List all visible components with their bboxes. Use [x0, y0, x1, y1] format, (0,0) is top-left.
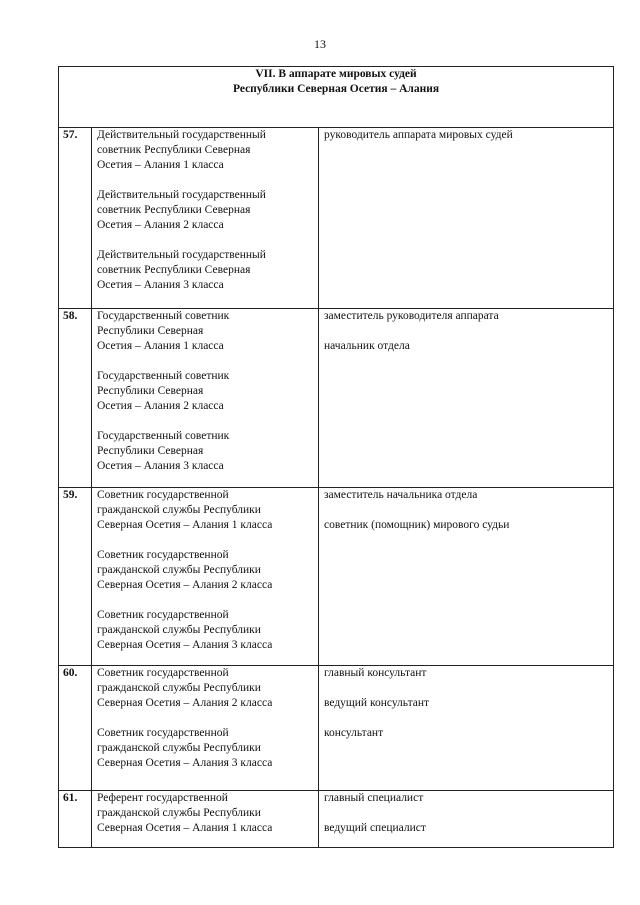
table-row	[59, 791, 614, 848]
class-rank-entry	[97, 128, 314, 173]
job-title: начальник отдела	[324, 340, 410, 352]
class-rank-line: Государственный советник	[97, 310, 230, 322]
class-rank-line: Республики Северная	[97, 445, 204, 457]
class-rank-entry	[97, 608, 314, 653]
class-rank-line: Советник государственной	[97, 489, 229, 501]
row-number: 61.	[59, 791, 92, 848]
class-rank-cell	[92, 488, 319, 666]
section-header	[59, 67, 614, 128]
job-title: главный специалист	[324, 792, 424, 804]
table-row	[59, 309, 614, 488]
class-rank-cell	[92, 309, 319, 488]
class-rank-line: гражданской службы Республики	[97, 564, 261, 576]
class-rank-line: Северная Осетия – Алания 2 класса	[97, 579, 273, 591]
class-rank-line: гражданской службы Республики	[97, 624, 261, 636]
job-title-cell	[319, 791, 614, 848]
job-title: заместитель руководителя аппарата	[324, 310, 499, 322]
section-title-line1: VII. В аппарате мировых судей	[255, 68, 417, 80]
row-number: 58.	[59, 309, 92, 488]
class-rank-line: Осетия – Алания 3 класса	[97, 279, 224, 291]
page-number: 13	[314, 37, 326, 51]
class-rank-line: Действительный государственный	[97, 249, 266, 261]
class-rank-line: Северная Осетия – Алания 3 класса	[97, 757, 273, 769]
row-number: 60.	[59, 666, 92, 791]
class-rank-cell	[92, 128, 319, 309]
class-rank-entry	[97, 248, 314, 293]
job-title: главный консультант	[324, 667, 427, 679]
class-rank-line: Советник государственной	[97, 727, 229, 739]
class-rank-line: Северная Осетия – Алания 3 класса	[97, 639, 273, 651]
class-rank-line: Осетия – Алания 1 класса	[97, 159, 224, 171]
section-header-row	[59, 67, 614, 128]
class-rank-cell	[92, 666, 319, 791]
class-rank-line: советник Республики Северная	[97, 264, 251, 276]
class-rank-line: Государственный советник	[97, 370, 230, 382]
class-rank-line: Государственный советник	[97, 430, 230, 442]
job-title-cell	[319, 666, 614, 791]
class-rank-line: Северная Осетия – Алания 2 класса	[97, 697, 273, 709]
class-rank-entry	[97, 791, 314, 836]
class-rank-line: Советник государственной	[97, 609, 229, 621]
class-rank-line: Северная Осетия – Алания 1 класса	[97, 519, 273, 531]
job-title: консультант	[324, 727, 384, 739]
class-rank-line: гражданской службы Республики	[97, 682, 261, 694]
job-title: заместитель начальника отдела	[324, 489, 478, 501]
job-title-cell	[319, 488, 614, 666]
row-number: 57.	[59, 128, 92, 309]
class-rank-entry	[97, 429, 314, 474]
class-rank-entry	[97, 666, 314, 711]
class-rank-entry	[97, 188, 314, 233]
class-rank-entry	[97, 369, 314, 414]
job-title: советник (помощник) мирового судьи	[324, 519, 510, 531]
class-rank-line: Северная Осетия – Алания 1 класса	[97, 822, 273, 834]
class-rank-line: Осетия – Алания 2 класса	[97, 219, 224, 231]
class-rank-cell	[92, 791, 319, 848]
class-rank-line: Действительный государственный	[97, 189, 266, 201]
class-rank-line: Советник государственной	[97, 667, 229, 679]
class-rank-entry	[97, 309, 314, 354]
table-row	[59, 488, 614, 666]
class-rank-line: Референт государственной	[97, 792, 228, 804]
class-rank-line: Осетия – Алания 2 класса	[97, 400, 224, 412]
class-rank-line: Действительный государственный	[97, 129, 266, 141]
job-title: ведущий специалист	[324, 822, 426, 834]
job-title-cell	[319, 309, 614, 488]
job-title: руководитель аппарата мировых судей	[324, 129, 513, 141]
table-row	[59, 666, 614, 791]
class-rank-line: Осетия – Алания 1 класса	[97, 340, 224, 352]
row-number: 59.	[59, 488, 92, 666]
section-title-line2: Республики Северная Осетия – Алания	[232, 83, 440, 95]
positions-table	[58, 66, 614, 848]
class-rank-entry	[97, 548, 314, 593]
class-rank-line: советник Республики Северная	[97, 144, 251, 156]
class-rank-line: Советник государственной	[97, 549, 229, 561]
table-row	[59, 128, 614, 309]
class-rank-line: Республики Северная	[97, 385, 204, 397]
job-title: ведущий консультант	[324, 697, 430, 709]
class-rank-line: советник Республики Северная	[97, 204, 251, 216]
class-rank-line: Осетия – Алания 3 класса	[97, 460, 224, 472]
job-title-cell	[319, 128, 614, 309]
class-rank-line: Республики Северная	[97, 325, 204, 337]
class-rank-line: гражданской службы Республики	[97, 807, 261, 819]
class-rank-line: гражданской службы Республики	[97, 742, 261, 754]
class-rank-line: гражданской службы Республики	[97, 504, 261, 516]
class-rank-entry	[97, 488, 314, 533]
class-rank-entry	[97, 726, 314, 771]
